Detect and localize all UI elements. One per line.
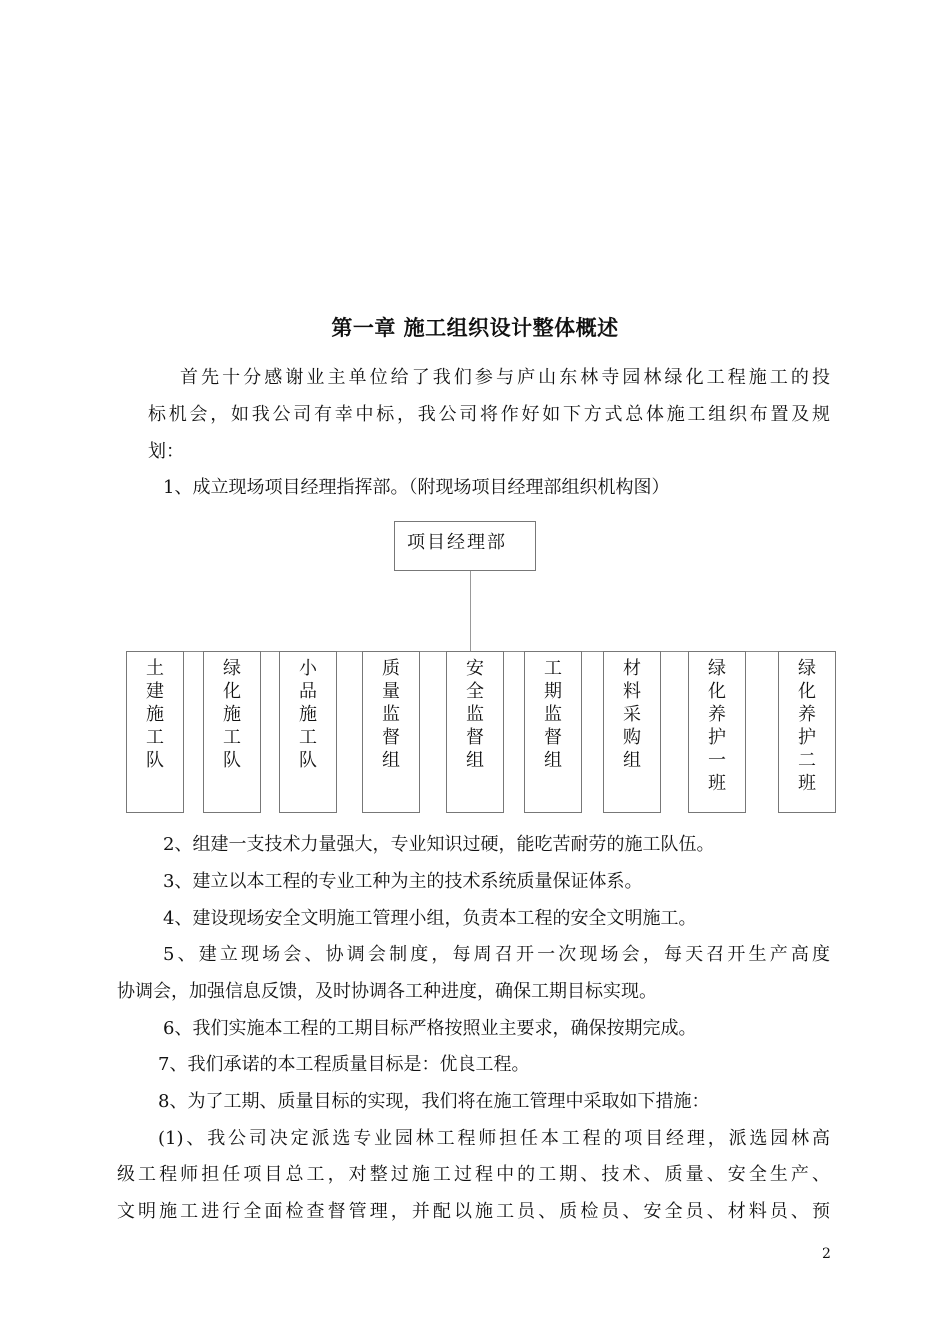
item-4: 4、建设现场安全文明施工管理小组，负责本工程的安全文明施工。 xyxy=(163,908,697,929)
org-team-box: 材 料 采 购 组 xyxy=(603,651,661,813)
org-team-box: 安 全 监 督 组 xyxy=(446,651,504,813)
org-top-box: 项目经理部 xyxy=(394,521,536,571)
measure-1-line-1: (1)、我公司决定派选专业园林工程师担任本工程的项目经理，派选园林高 xyxy=(158,1128,830,1149)
org-connector-line xyxy=(470,571,471,651)
item-8: 8、为了工期、质量目标的实现，我们将在施工管理中采取如下措施： xyxy=(158,1091,710,1112)
org-team-box: 小 品 施 工 队 xyxy=(279,651,337,813)
item-6: 6、我们实施本工程的工期目标严格按照业主要求，确保按期完成。 xyxy=(163,1018,697,1039)
item-3: 3、建立以本工程的专业工种为主的技术系统质量保证体系。 xyxy=(163,871,643,892)
chapter-title: 第一章 施工组织设计整体概述 xyxy=(331,315,619,340)
intro-line-1: 首先十分感谢业主单位给了我们参与庐山东林寺园林绿化工程施工的投 xyxy=(180,367,830,388)
org-team-box: 工 期 监 督 组 xyxy=(524,651,582,813)
item-5-line-2: 协调会，加强信息反馈，及时协调各工种进度，确保工期目标实现。 xyxy=(117,981,657,1002)
org-team-box: 绿 化 施 工 队 xyxy=(203,651,261,813)
org-team-box: 土 建 施 工 队 xyxy=(126,651,184,813)
intro-line-3: 划： xyxy=(148,441,184,462)
org-team-box: 绿 化 养 护 二 班 xyxy=(778,651,836,813)
item-7: 7、我们承诺的本工程质量目标是：优良工程。 xyxy=(158,1054,530,1075)
org-team-box: 绿 化 养 护 一 班 xyxy=(688,651,746,813)
page-number: 2 xyxy=(822,1246,831,1262)
item-1: 1、成立现场项目经理指挥部。（附现场项目经理部组织机构图） xyxy=(163,477,670,498)
item-2: 2、组建一支技术力量强大，专业知识过硬，能吃苦耐劳的施工队伍。 xyxy=(163,834,715,855)
org-team-box: 质 量 监 督 组 xyxy=(362,651,420,813)
item-5-line-1: 5、建立现场会、协调会制度，每周召开一次现场会，每天召开生产高度 xyxy=(163,944,830,965)
measure-1-line-2: 级工程师担任项目总工，对整过施工过程中的工期、技术、质量、安全生产、 xyxy=(117,1164,830,1185)
intro-line-2: 标机会，如我公司有幸中标，我公司将作好如下方式总体施工组织布置及规 xyxy=(148,404,830,425)
measure-1-line-3: 文明施工进行全面检查督管理，并配以施工员、质检员、安全员、材料员、预 xyxy=(117,1201,830,1222)
